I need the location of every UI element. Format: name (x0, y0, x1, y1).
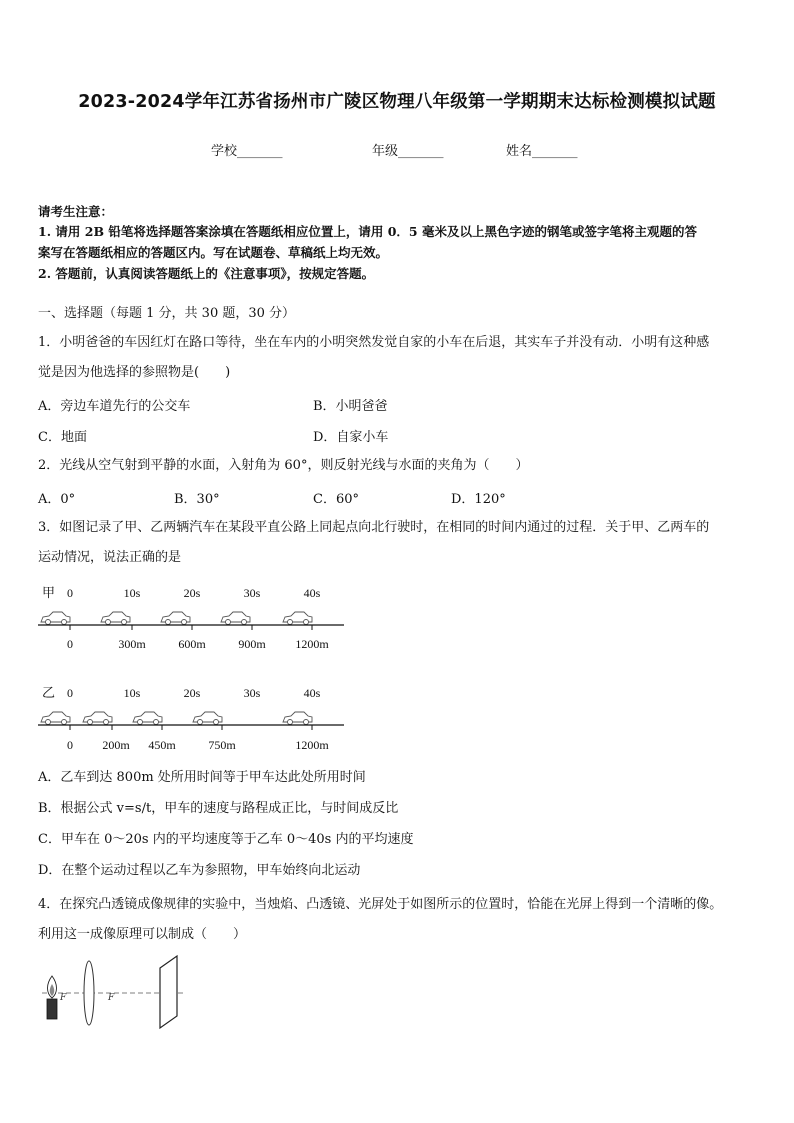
convex-lens-icon (84, 961, 94, 1025)
car-icon (283, 712, 312, 725)
car-icon (161, 612, 190, 625)
q1-option-d: D．自家小车 (313, 430, 389, 445)
car-icon (41, 612, 70, 625)
q2-option-b: B．30° (174, 492, 220, 507)
car-icon (193, 712, 222, 725)
q3-option-c: C．甲车在 0～20s 内的平均速度等于乙车 0～40s 内的平均速度 (38, 832, 414, 847)
yi-distance-750m: 750m (208, 738, 236, 752)
car-jia-label: 甲 (42, 586, 56, 601)
school-field: 学校_______ (211, 144, 283, 159)
q1-stem: 1．小明爸爸的车因红灯在路口等待，坐在车内的小明突然发觉自家的小车在后退，其实车子并没有动．小明有这种感 (38, 335, 710, 350)
jia-distance-600m: 600m (178, 637, 206, 651)
jia-distance-300m: 300m (118, 637, 146, 651)
q2-option-c: C．60° (313, 492, 359, 507)
car-icon (133, 712, 162, 725)
grade-field: 年级_______ (372, 144, 444, 159)
lens-experiment-figure (36, 948, 196, 1034)
yi-distance-200m: 200m (102, 738, 130, 752)
car-jia-figure (34, 578, 354, 656)
q1-option-c: C．地面 (38, 430, 87, 445)
focal-point-label-right: F (108, 993, 115, 1003)
q3-stem-2: 运动情况，说法正确的是 (38, 550, 182, 565)
q3-option-a: A．乙车到达 800m 处所用时间等于甲车达此处所用时间 (38, 770, 366, 785)
q1-option-b: B．小明爸爸 (313, 399, 388, 414)
q3-option-d: D．在整个运动过程以乙车为参照物，甲车始终向北运动 (38, 863, 361, 878)
jia-time-40s: 40s (303, 586, 321, 600)
notice-line-1: 1. 请用 2B 铅笔将选择题答案涂填在答题纸相应位置上，请用 0．5 毫米及以上黑色字迹的钢笔或签字笔将主观题的答 (38, 224, 697, 239)
name-field: 姓名_______ (506, 144, 578, 159)
car-icon (83, 712, 112, 725)
q2-option-d: D．120° (451, 492, 506, 507)
jia-time-10s: 10s (123, 586, 141, 600)
jia-distance-0: 0 (67, 637, 73, 651)
q1-option-a: A．旁边车道先行的公交车 (38, 399, 191, 414)
q2-stem: 2．光线从空气射到平静的水面，入射角为 60°，则反射光线与水面的夹角为（ ） (38, 458, 529, 473)
jia-time-0: 0 (67, 586, 73, 600)
notice-line-2: 2. 答题前，认真阅读答题纸上的《注意事项》，按规定答题。 (38, 266, 375, 281)
jia-distance-900m: 900m (238, 637, 266, 651)
jia-time-30s: 30s (243, 586, 261, 600)
light-screen-icon (160, 956, 177, 1028)
section-heading: 一、选择题（每题 1 分，共 30 题，30 分） (38, 306, 296, 321)
jia-distance-1200m: 1200m (295, 637, 329, 651)
car-yi-label: 乙 (42, 686, 56, 701)
yi-time-0: 0 (67, 686, 73, 700)
q3-option-b: B．根据公式 v=s/t，甲车的速度与路程成正比，与时间成反比 (38, 801, 399, 816)
page-title: 2023-2024学年江苏省扬州市广陵区物理八年级第一学期期末达标检测模拟试题 (78, 92, 716, 112)
yi-time-20s: 20s (183, 686, 201, 700)
q1-stem-2: 觉是因为他选择的参照物是( ) (38, 365, 231, 380)
yi-time-30s: 30s (243, 686, 261, 700)
q2-option-a: A．0° (38, 492, 76, 507)
yi-time-10s: 10s (123, 686, 141, 700)
q4-stem: 4．在探究凸透镜成像规律的实验中，当烛焰、凸透镜、光屏处于如图所示的位置时，恰能在光屏上得到一个清晰的像。 (38, 897, 723, 912)
car-icon (221, 612, 250, 625)
car-yi-figure (34, 678, 354, 756)
car-icon (41, 712, 70, 725)
jia-time-20s: 20s (183, 586, 201, 600)
focal-point-label-left: F (60, 993, 67, 1003)
car-icon (101, 612, 130, 625)
car-icon (283, 612, 312, 625)
yi-distance-450m: 450m (148, 738, 176, 752)
notice-heading: 请考生注意： (38, 204, 114, 219)
q3-stem: 3．如图记录了甲、乙两辆汽车在某段平直公路上同起点向北行驶时，在相同的时间内通过的过程．关于甲、乙两车的 (38, 520, 710, 535)
candle-icon (47, 976, 57, 1019)
notice-line-1b: 案写在答题纸相应的答题区内。写在试题卷、草稿纸上均无效。 (38, 245, 389, 260)
yi-time-40s: 40s (303, 686, 321, 700)
yi-distance-1200m: 1200m (295, 738, 329, 752)
q4-stem-2: 利用这一成像原理可以制成（ ） (38, 927, 247, 942)
yi-distance-0: 0 (67, 738, 73, 752)
